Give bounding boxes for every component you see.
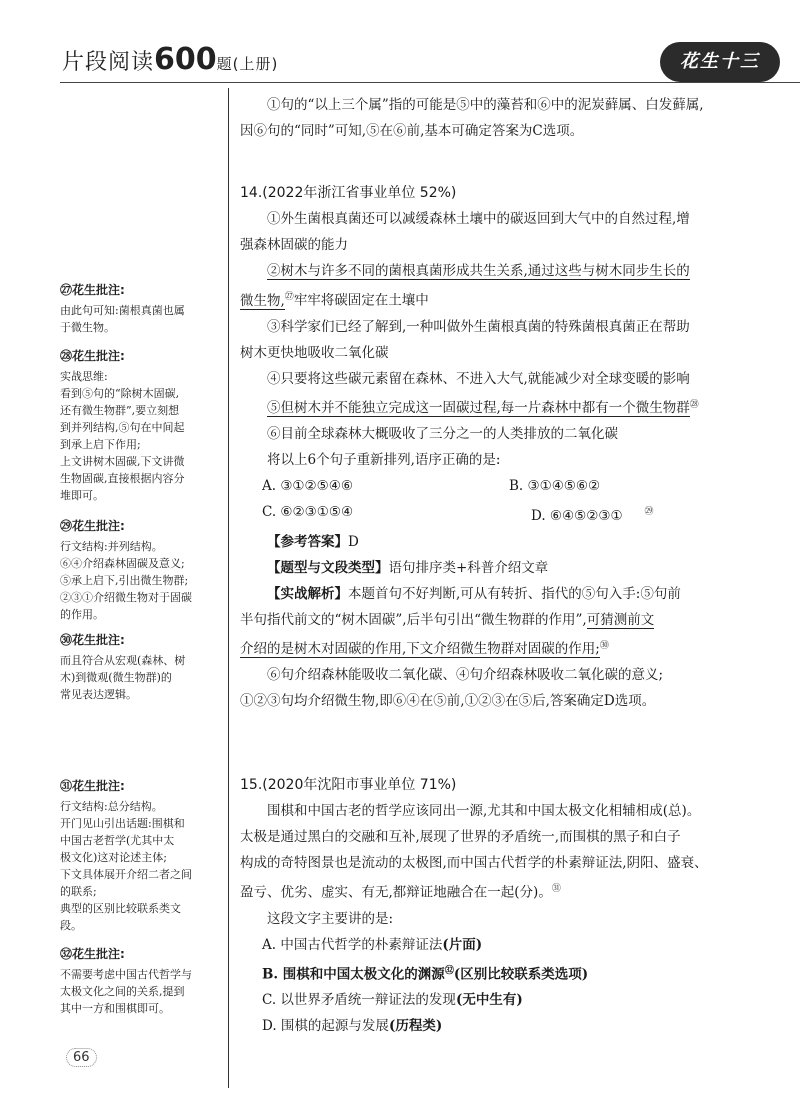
annotation-line: 到并列结构,⑤句在中间起 [60,421,185,434]
annotation-title: ㉚花生批注: [60,633,125,647]
sentence-5: ⑤但树木并不能独立完成这一固碳过程,每一片森林中都有一个微生物群$^㉘$ [267,399,699,416]
analysis-line: 介绍的是树木对固碳的作用,下文介绍微生物群对固碳的作用;$^㉚$ [240,640,609,657]
option-a: A. ③①②⑤④⑥ [262,478,353,494]
options-row [240,473,760,499]
annotation-27 [60,282,220,336]
passage-line: 太极是通过黑白的交融和互补,展现了世界的矛盾统一,而围棋的黑子和白子 [240,829,681,845]
option-c: C. 以世界矛盾统一辩证法的发现(无中生有) [262,992,523,1008]
annotation-line: 典型的区别比较联系类文 [60,902,181,915]
annotation-title: ㉗花生批注: [60,283,125,297]
annotation-29 [60,518,220,623]
option-a: A. 中国古代哲学的朴素辩证法(片面) [262,936,483,953]
sentence-3: ③科学家们已经了解到,一种叫做外生菌根真菌的特殊菌根真菌正在帮助 [267,318,690,335]
annotation-32 [60,946,220,1017]
annotation-28 [60,348,220,504]
reference-answer: 【参考答案】D [267,533,359,550]
annotation-line: 行文结构:总分结构。 [60,800,163,813]
annotation-line: 堆即可。 [60,489,104,502]
annotation-line: 段。 [60,919,82,932]
option-c: C. ⑥②③①⑤④ [262,504,354,520]
sentence-4: ④只要将这些碳元素留在森林、不进入大气,就能减少对全球变暖的影响 [267,370,690,387]
annotation-line: 木)到微观(微生物群)的 [60,671,172,684]
question-prompt: 将以上6个句子重新排列,语序正确的是: [267,452,501,468]
annotation-marker: ㉜ [444,965,454,976]
option-d: D. 围棋的起源与发展(历程类) [262,1018,443,1034]
analysis-line: ⑥句介绍森林能吸收二氧化碳、④句介绍森林吸收二氧化碳的意义; [267,667,664,683]
sentence-2: ②树木与许多不同的菌根真菌形成共生关系,通过这些与树木同步生长的 [267,263,690,279]
annotation-line: 开门见山引出话题:围棋和 [60,817,185,830]
annotation-title: ㉜花生批注: [60,947,125,961]
sentence-2-cont: 微生物,$^㉗$牢牢将碳固定在土壤中 [240,292,429,309]
question-14 [240,180,760,714]
option-b: B. 围棋和中国太极文化的渊源$^㉜$(区别比较联系类选项) [262,965,589,982]
brand-logo: 花生十三 [660,42,780,82]
annotation-title: ㉙花生批注: [60,519,125,533]
annotation-31 [60,778,220,934]
option-d: D. ⑥④⑤②③① $^㉙$ [531,507,654,524]
passage-line: 围棋和中国古老的哲学应该同出一源,尤其和中国太极文化相辅相成(总)。 [267,803,701,819]
sentence-6: ⑥目前全球森林大概吸收了三分之一的人类排放的二氧化碳 [267,426,618,442]
question-15 [240,772,760,1039]
annotation-line: 不需要考虑中国古代哲学与 [60,968,192,981]
annotation-marker: ㉚ [599,640,609,651]
annotation-line: 常见表达逻辑。 [60,688,137,701]
options-row [240,499,760,529]
analysis-line: 因⑥句的“同时”可知,⑤在⑥前,基本可确定答案为C选项。 [240,123,584,139]
annotation-line: 到承上启下作用; [60,438,141,451]
annotation-marker: ㉗ [284,292,294,302]
annotation-30 [60,632,220,703]
book-title-suffix: 题(上册) [216,55,279,73]
annotation-line: ⑤承上启下,引出微生物群; [60,574,189,587]
analysis-line: ①②③句均介绍微生物,即⑥④在⑤前,①②③在⑤后,答案确定D选项。 [240,693,656,709]
annotation-line: 下文具体展开介绍二者之间 [60,868,192,881]
annotation-line: 由此句可知:菌根真菌也属 [60,304,185,317]
margin-divider [228,88,229,1088]
annotation-line: 其中一方和围棋即可。 [60,1002,170,1015]
annotation-line: ⑥④介绍森林固碳及意义; [60,557,185,570]
annotation-line: 上文讲树木固碳,下文讲微 [60,455,185,468]
book-title-number: 600 [154,42,217,77]
book-title-prefix: 片段阅读 [62,50,155,75]
annotation-line: 看到⑤句的“除树木固碳, [60,387,180,400]
annotation-line: 实战思维: [60,370,108,383]
annotation-line: ②③①介绍微生物对于固碳 [60,591,192,604]
header-divider [60,82,800,83]
annotation-marker: ㉘ [689,399,699,410]
annotation-line: 还有微生物群”,要立刻想 [60,404,180,417]
annotation-line: 的作用。 [60,608,104,621]
question-title: 15.(2020年沈阳市事业单位 71%) [240,777,457,793]
annotation-title: ㉛花生批注: [60,779,125,793]
annotation-marker: ㉙ [644,507,654,517]
annotation-line: 极文化)这对论述主体; [60,851,167,864]
book-title [62,42,278,77]
question-type: 【题型与文段类型】语句排序类+科普介绍文章 [267,559,549,576]
option-b: B. ③①④⑤⑥② [509,478,601,494]
annotation-title: ㉘花生批注: [60,349,125,363]
sentence-3-cont: 树木更快地吸收二氧化碳 [240,344,389,361]
sentence-1-cont: 强森林固碳的能力 [240,237,348,253]
page-number: 66 [66,1048,97,1067]
passage-line: 构成的奇特图景也是流动的太极图,而中国古代哲学的朴素辩证法,阴阳、盛衰、 [240,855,708,871]
annotation-line: 于微生物。 [60,321,115,334]
analysis-line: 【实战解析】本题首句不好判断,可从有转折、指代的⑤句入手:⑤句前 [267,585,681,602]
question-title: 14.(2022年浙江省事业单位 52%) [240,185,457,201]
previous-analysis [240,92,760,144]
annotation-marker: ㉛ [551,884,561,894]
annotation-line: 行文结构:并列结构。 [60,540,163,553]
analysis-line: ①句的“以上三个属”指的可能是⑤中的藻苔和⑥中的泥炭藓属、白发藓属, [267,97,704,113]
annotation-line: 的联系; [60,885,97,898]
annotation-line: 而且符合从宏观(森林、树 [60,654,186,667]
sentence-1: ①外生菌根真菌还可以减缓森林土壤中的碳返回到大气中的自然过程,增 [267,211,690,227]
annotation-line: 中国古老哲学(尤其中太 [60,834,175,847]
question-prompt: 这段文字主要讲的是: [267,910,394,927]
annotation-line: 太极文化之间的关系,提到 [60,985,185,998]
analysis-line: 半句指代前文的“树木固碳”,后半句引出“微生物群的作用”,可猜测前文 [240,611,655,628]
passage-line: 盈亏、优劣、虚实、有无,都辩证地融合在一起(分)。$^㉛$ [240,884,561,901]
annotation-line: 生物固碳,直接根据内容分 [60,472,185,485]
